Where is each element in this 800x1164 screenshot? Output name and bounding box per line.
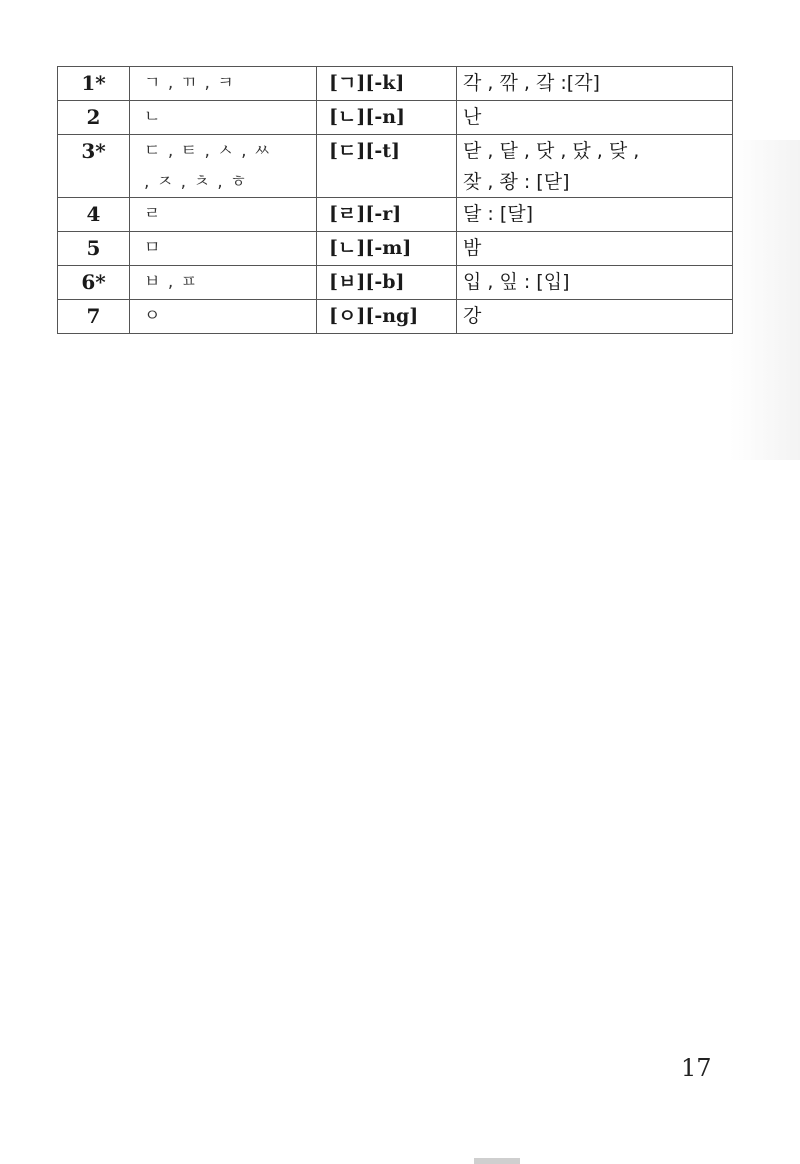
final-letters: ㄴ [130, 101, 317, 135]
pronunciation: [ㄷ][-t] [317, 135, 457, 198]
pronunciation: [ㄴ][-n] [317, 101, 457, 135]
examples-line: 닫 , 닽 , 닷 , 닸 , 닺 , [463, 140, 640, 162]
table-row [58, 67, 733, 101]
examples: 입 , 잎 : [입] [457, 266, 733, 300]
final-letters: ㅁ [130, 232, 317, 266]
table-row [58, 300, 733, 334]
bottom-edge-mark [474, 1158, 520, 1164]
table-row [58, 232, 733, 266]
row-number: 5 [58, 232, 130, 266]
final-letters: ㄹ [130, 198, 317, 232]
final-consonant-table [57, 66, 732, 334]
final-letters: ㅇ [130, 300, 317, 334]
row-number: 2 [58, 101, 130, 135]
pronunciation: [ㅂ][-b] [317, 266, 457, 300]
pronunciation: [ㄱ][-k] [317, 67, 457, 101]
examples: 밤 [457, 232, 733, 266]
pronunciation: [ㄴ][-m] [317, 232, 457, 266]
row-number: 3* [58, 135, 130, 198]
examples: 난 [457, 101, 733, 135]
pronunciation: [ㄹ][-r] [317, 198, 457, 232]
examples [457, 135, 733, 198]
final-letters: ㄱ , ㄲ , ㅋ [130, 67, 317, 101]
row-number: 4 [58, 198, 130, 232]
page-edge-shadow [730, 140, 800, 460]
row-number: 6* [58, 266, 130, 300]
final-letters: ㅂ , ㅍ [130, 266, 317, 300]
examples: 달 : [달] [457, 198, 733, 232]
examples: 각 , 깎 , 갘 :[각] [457, 67, 733, 101]
examples-line: 잦 , 좡 : [닫] [463, 171, 570, 193]
table-row [58, 266, 733, 300]
row-number: 7 [58, 300, 130, 334]
row-number: 1* [58, 67, 130, 101]
table-row [58, 135, 733, 198]
pronunciation: [ㅇ][-ng] [317, 300, 457, 334]
final-letters-line: ㄷ , ㅌ , ㅅ , ㅆ [144, 141, 272, 161]
final-letters [130, 135, 317, 198]
table-row [58, 101, 733, 135]
examples: 강 [457, 300, 733, 334]
final-letters-line: , ㅈ , ㅊ , ㅎ [144, 172, 248, 192]
table-row [58, 198, 733, 232]
page-number: 17 [681, 1054, 712, 1082]
